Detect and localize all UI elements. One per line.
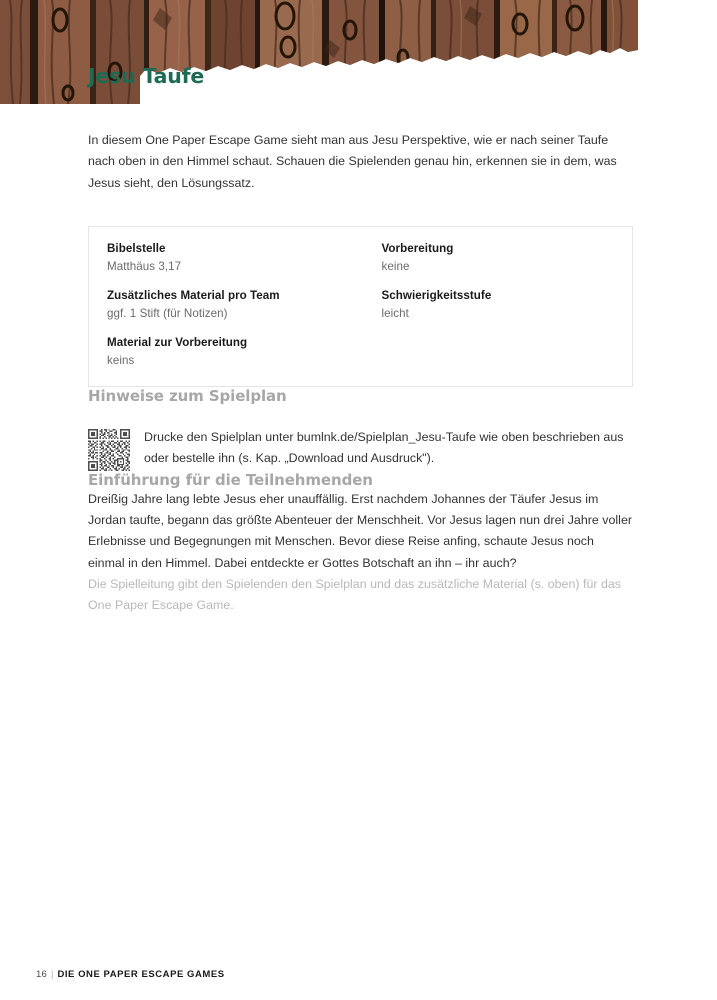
spielplan-instruction-text: Drucke den Spielplan unter bumlnk.de/Spielplan_Jesu-Taufe wie oben beschrieben aus oder bestelle ihn (s. Kap. „Download und Ausdruck"). [144, 429, 624, 465]
info-value: keins [107, 354, 135, 368]
page-content [88, 130, 633, 617]
section-heading-einfuehrung: Einführung für die Teilnehmenden [88, 470, 373, 489]
page-footer [36, 969, 225, 980]
qr-code-svg [88, 429, 130, 471]
info-value: keine [381, 259, 410, 273]
info-item-zusaetzliches-material [107, 288, 361, 322]
info-column-right [361, 241, 615, 370]
info-value: ggf. 1 Stift (für Notizen) [107, 306, 228, 320]
info-label: Schwierigkeitsstufe [381, 289, 492, 303]
einfuehrung-paragraph-2: Die Spielleitung gibt den Spielenden den Spielplan und das zusätzliche Material (s. oben) für das One Paper Escape Game. [88, 576, 622, 613]
wood-planks-texture [0, 0, 638, 104]
qr-code-icon[interactable] [88, 429, 130, 471]
info-item-schwierigkeitsstufe [382, 288, 615, 322]
spielplan-qr-row [88, 427, 633, 471]
info-label: Vorbereitung [381, 241, 454, 255]
einfuehrung-paragraph-1: Dreißig Jahre lang lebte Jesus eher unauffällig. Erst nachdem Johannes der Täufer Jesus im Jordan taufte, begann das größte Abenteuer der Menschheit. Vor Jesus lagen nun drei Jahre voller Erlebnisse und Begegnungen mit Menschen. Bevor diese Reise anfing, schaute Jesus noch einmal in den Himmel. Dabei entdeckte er Gottes Botschaft an ihn – ihr auch? [88, 491, 633, 570]
footer-chapter-title: DIE ONE PAPER ESCAPE GAMES [57, 969, 225, 980]
footer-separator: | [50, 969, 54, 980]
header-wood-banner [0, 0, 638, 104]
info-column-left [107, 241, 361, 370]
info-label: Zusätzliches Material pro Team [107, 289, 280, 303]
info-label: Bibelstelle [107, 241, 166, 255]
info-item-material-vorbereitung [107, 335, 361, 369]
info-item-bibelstelle [107, 241, 361, 275]
info-label: Material zur Vorbereitung [107, 336, 248, 350]
info-value: Matthäus 3,17 [107, 259, 182, 273]
game-info-box [88, 226, 633, 387]
section-heading-spielplan: Hinweise zum Spielplan [88, 386, 287, 405]
info-item-vorbereitung [382, 241, 615, 275]
info-value: leicht [381, 306, 409, 320]
intro-paragraph: In diesem One Paper Escape Game sieht man aus Jesu Perspektive, wie er nach seiner Taufe nach oben in den Himmel schaut. Schauen die Spielenden genau hin, erkennen sie in dem, was Jesus sieht, den Lösungssatz. [88, 133, 617, 190]
footer-page-number: 16 [36, 969, 47, 980]
page-title: Jesu Taufe [88, 64, 205, 88]
